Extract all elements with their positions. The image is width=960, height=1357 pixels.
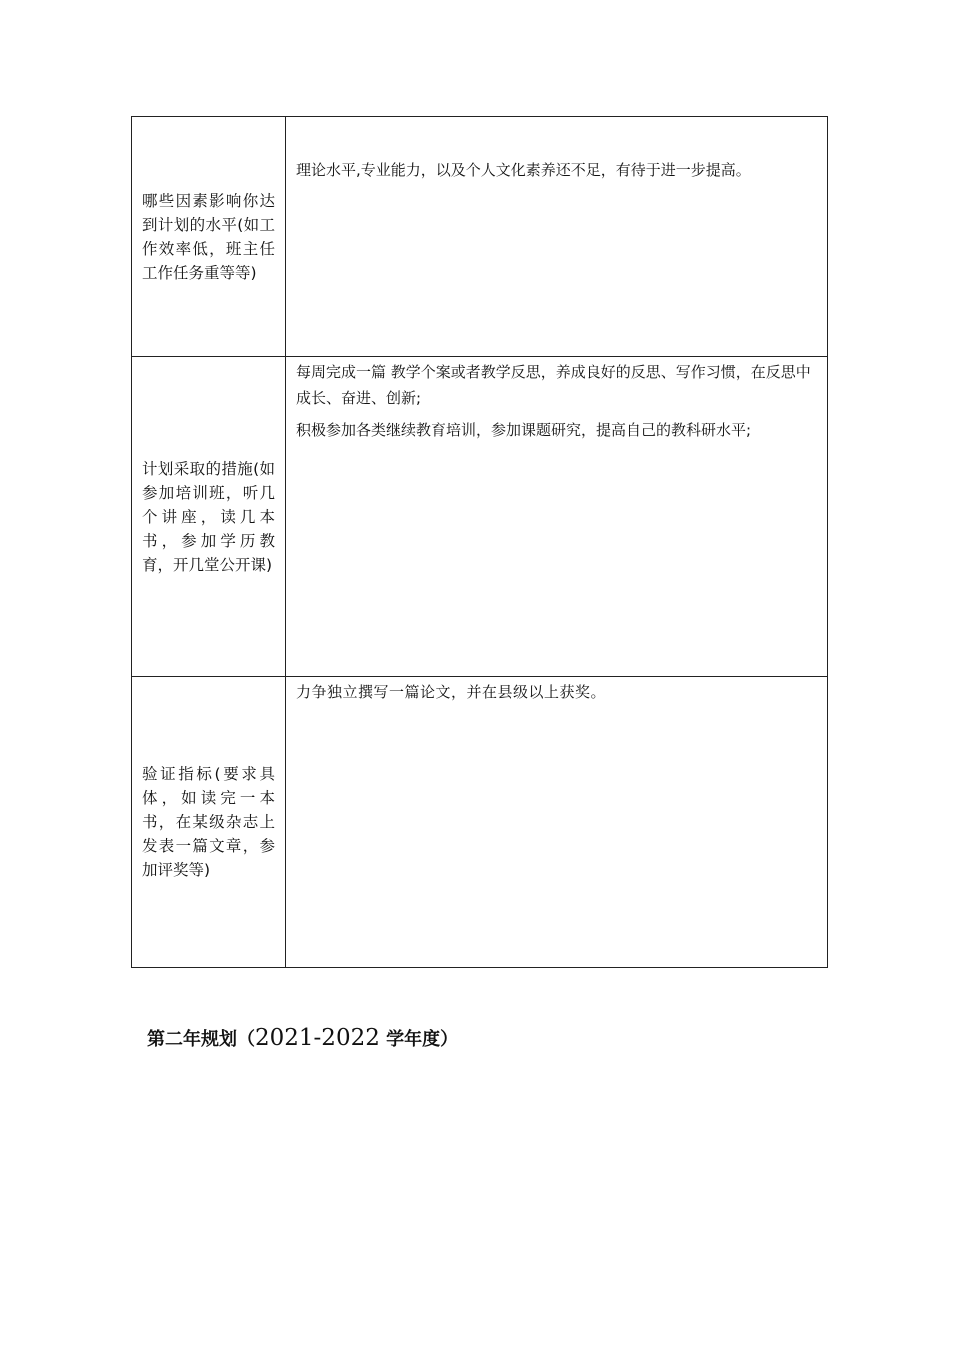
- section-title-suffix: 学年度）: [379, 1029, 459, 1050]
- section-year-range: 2021-2022: [255, 1025, 380, 1051]
- measures-content-cell: [286, 357, 828, 677]
- measures-content-1: 每周完成一篇 教学个案或者教学反思，养成良好的反思、写作习惯，在反思中成长、奋进、创新;: [296, 363, 811, 407]
- section-title-prefix: 第二年规划（: [147, 1029, 255, 1050]
- measures-label: 计划采取的措施(如参加培训班，听几个讲座，读几本书，参加学历教育，开几堂公开课): [142, 459, 275, 574]
- measures-label-cell: [132, 357, 286, 677]
- factors-label: 哪些因素影响你达到计划的水平(如工作效率低，班主任工作任务重等等): [142, 191, 275, 282]
- measures-content-2: 积极参加各类继续教育培训，参加课题研究，提高自己的教科研水平;: [296, 421, 752, 439]
- indicators-content-cell: [286, 677, 828, 968]
- plan-table: [131, 116, 828, 968]
- factors-content: 理论水平,专业能力，以及个人文化素养还不足，有待于进一步提高。: [296, 161, 751, 179]
- table-row-indicators: [132, 677, 828, 968]
- indicators-content: 力争独立撰写一篇论文，并在县级以上获奖。: [296, 683, 607, 701]
- table-row-measures: [132, 357, 828, 677]
- indicators-label: 验证指标(要求具体，如读完一本书，在某级杂志上发表一篇文章，参加评奖等): [142, 765, 275, 879]
- indicators-label-cell: [132, 677, 286, 968]
- table-row-factors: [132, 117, 828, 357]
- section-heading: [147, 1022, 458, 1056]
- factors-label-cell: [132, 117, 286, 357]
- factors-content-cell: [286, 117, 828, 357]
